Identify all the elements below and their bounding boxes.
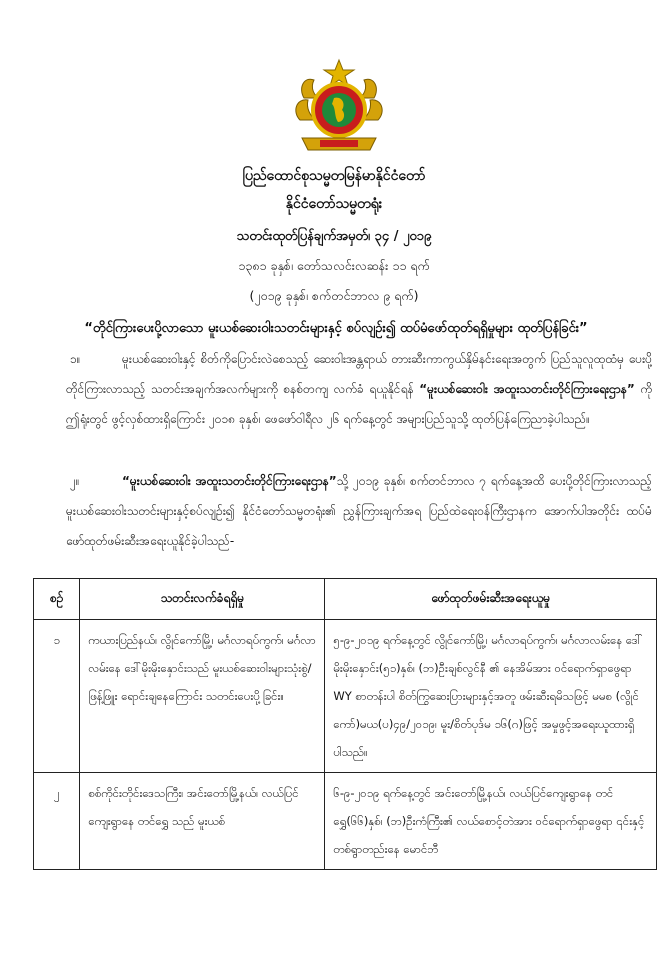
column-header-action: ဖော်ထုတ်ဖမ်းဆီးအရေးယူမှု xyxy=(325,579,657,620)
gregorian-date: (၂၀၁၉ ခုနှစ်၊ စက်တင်ဘာလ ၉ ရက်) xyxy=(249,288,419,303)
action-taken: ၅-၉-၂၀၁၉ ရက်နေ့တွင် လွိုင်ကော်မြို့၊ မင်္ဂလာရပ်ကွက်၊ မင်္ဂလာလမ်းနေ ဒေါ်မိုးမိုးနှောင်း(၅၁)နှစ်၊ (ဘ)ဦးချစ်လွင်နီ ၏ နေအိမ်အား ဝင်ရောက်ရှာဖွေရာ WY စာတန်းပါ စိတ်ကြွဆေးပြားများနှင့်အတူ ဖမ်းဆီးရမိသဖြင့် မမစ (လွိုင်ကော်)မယ(ပ)၄၉/၂၀၁၉၊ မူး/စိတ်ပုဒ်မ ၁၆(ဂ)ဖြင့် အမှုဖွင့်အရေးယူထားရှိပါသည်။ xyxy=(325,620,657,773)
country-name: ပြည်ထောင်စုသမ္မတမြန်မာနိုင်ငံတော် xyxy=(242,168,426,184)
table-row xyxy=(34,773,657,870)
paragraph-text-continued: ကို ဤရုံးတွင် ဖွင့်လှစ်ထားရှိကြောင်း ၂၀၁၈ ခုနှစ်၊ ဖေဖော်ဝါရီလ ၂၆ ရက်နေ့တွင် အများပြည်သူသို့ ထုတ်ပြန်ကြေညာခဲ့ပါသည်။ xyxy=(66,382,652,426)
subject-title: “တိုင်ကြားပေးပို့လာသော မူးယစ်ဆေးဝါးသတင်းများနှင့် စပ်လျဉ်း၍ ထပ်မံဖော်ထုတ်ရရှိမှုများ ထုတ်ပြန်ခြင်း” xyxy=(84,321,588,336)
paragraph-bold-text: “မူးယစ်ဆေးဝါး အထူးသတင်းတိုင်ကြားရေးဌာန” xyxy=(122,474,337,488)
paragraph-number: ၂။ xyxy=(70,474,80,488)
state-emblem-icon xyxy=(290,58,388,158)
press-release-number: သတင်းထုတ်ပြန်ချက်အမှတ်၊ ၃၄ / ၂၀၁၉ xyxy=(236,229,432,244)
received-info: စစ်ကိုင်းတိုင်းဒေသကြီး၊ အင်းတော်မြို့နယ်၊ လယ်ပြင်ကျေးရွာနေ တင်ရွှေ သည် မူးယစ် xyxy=(80,773,325,870)
table-header-row xyxy=(34,579,657,620)
paragraph-1 xyxy=(66,344,652,434)
paragraph-text: သို့ ၂၀၁၉ ခုနှစ်၊ စက်တင်ဘာလ ၇ ရက်နေ့အထိ ပေးပို့တိုင်ကြားလာသည့် မူးယစ်ဆေးဝါးသတင်းများနှင့်စပ်လျဉ်း၍ နိုင်ငံတော်သမ္မတရုံး၏ ညွှန်ကြားချက်အရ ပြည်ထဲရေးဝန်ကြီးဌာနက အောက်ပါအတိုင်း ထပ်မံဖော်ထုတ်ဖမ်းဆီးအရေးယူနိုင်ခဲ့ပါသည်- xyxy=(66,474,653,548)
paragraph-bold-text: “မူးယစ်ဆေးဝါး အထူးသတင်းတိုင်ကြားရေးဌာန” xyxy=(419,382,635,396)
paragraph-text: မူးယစ်ဆေးဝါးနှင့် စိတ်ကိုပြောင်းလဲစေသည့် ဆေးဝါးအန္တရာယ် တားဆီးကာကွယ်နှိမ်နင်းရေးအတွက် ပြည်သူလူထုထံမှ ပေးပို့တိုင်ကြားလာသည့် သတင်းအချက်အလက်များကို စနစ်တကျ လက်ခံ ရယူနိုင်ရန် xyxy=(66,352,652,396)
office-name: နိုင်ငံတော်သမ္မတရုံး xyxy=(285,196,383,212)
myanmar-date: ၁၃၈၁ ခုနှစ်၊ တော်သလင်းလဆန်း ၁၁ ရက် xyxy=(238,258,430,273)
action-taken: ၆-၉-၂၀၁၉ ရက်နေ့တွင် အင်းတော်မြို့နယ်၊ လယ်ပြင်ကျေးရွာနေ တင်ရွှေ(၆၆)နှစ်၊ (ဘ)ဦးကံကြီး၏ လယ်စောင့်တဲအား ဝင်ရောက်ရှာဖွေရာ ၎င်းနှင့်တစ်ရွာတည်းနေ မောင်ဘီ xyxy=(325,773,657,870)
paragraph-2 xyxy=(66,466,652,556)
row-number: ၂ xyxy=(34,773,80,870)
actions-table xyxy=(33,578,657,870)
paragraph-number: ၁။ xyxy=(70,352,81,366)
column-header-received: သတင်းလက်ခံရရှိမှု xyxy=(80,579,325,620)
row-number: ၁ xyxy=(34,620,80,773)
column-header-number: စဉ် xyxy=(34,579,80,620)
received-info: ကယားပြည်နယ်၊ လွိုင်ကော်မြို့၊ မင်္ဂလာရပ်ကွက်၊ မင်္ဂလာလမ်းနေ ဒေါ်မိုးမိုးနှောင်းသည် မူးယစ်ဆေးဝါးများသုံးစွဲ/ ဖြန့်ဖြူး ရောင်းချနေကြောင်း သတင်းပေးပို့ခြင်း။ xyxy=(80,620,325,773)
table-row xyxy=(34,620,657,773)
